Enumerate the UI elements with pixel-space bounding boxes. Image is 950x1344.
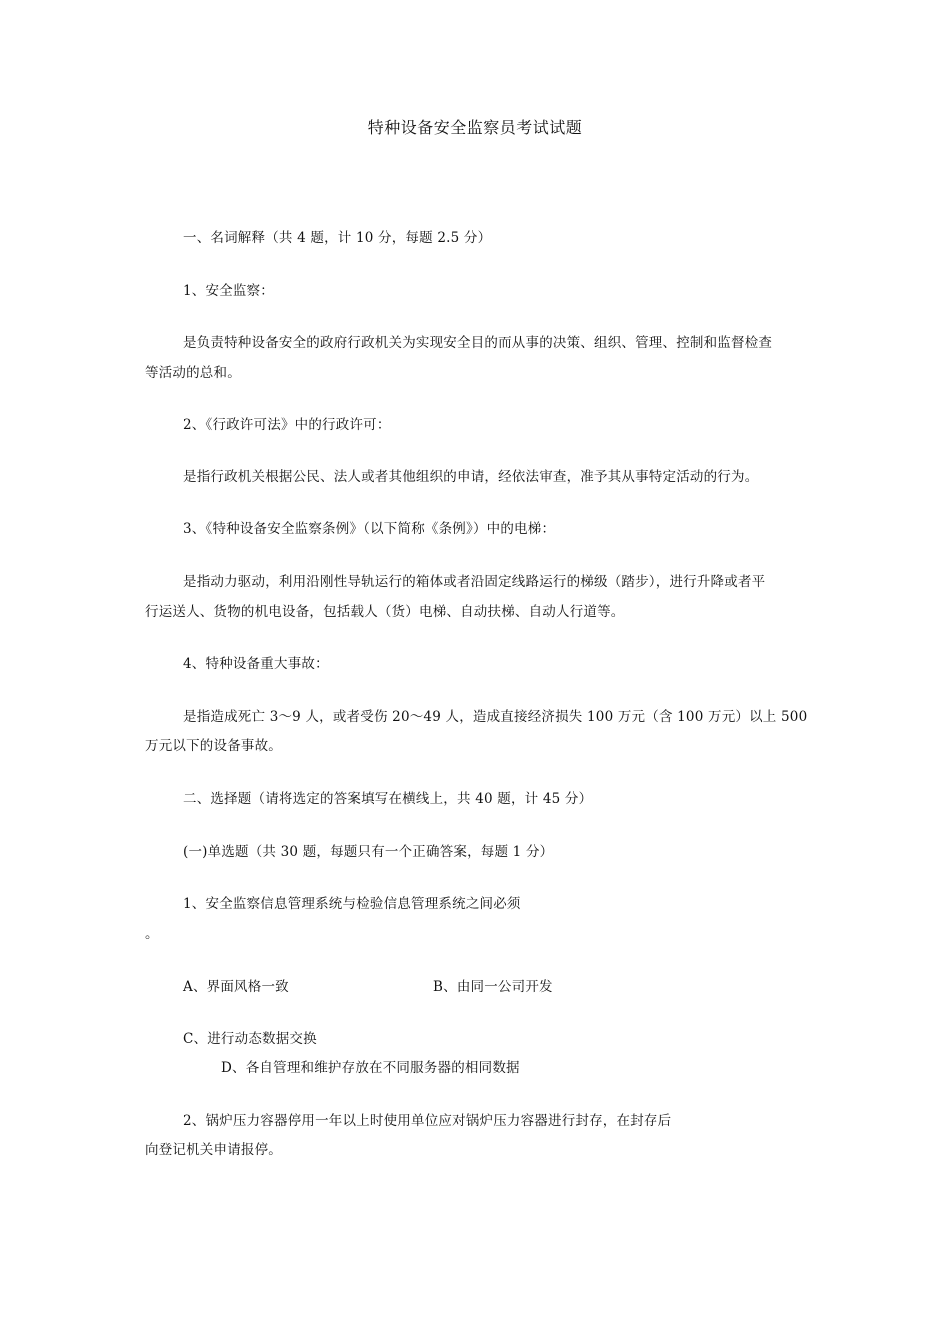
option-a: A、界面风格一致 — [183, 979, 289, 995]
answer-text-3-line1: 是指动力驱动，利用沿刚性导轨运行的箱体或者沿固定线路运行的梯级（踏步），进行升降或者平 — [183, 574, 766, 590]
choice-question-2-line2: 向登记机关申请报停。 — [145, 1142, 282, 1158]
question-label-3: 3、《特种设备安全监察条例》（以下简称《条例》）中的电梯： — [183, 521, 556, 537]
page-title: 特种设备安全监察员考试试题 — [367, 118, 583, 137]
choice-question-1-line2: 。 — [145, 926, 159, 942]
answer-text-2-line1: 是指行政机关根据公民、法人或者其他组织的申请，经依法审查，准予其从事特定活动的行为。 — [183, 469, 759, 485]
choice-question-1-line1: 1、安全监察信息管理系统与检验信息管理系统之间必须 — [183, 896, 521, 912]
question-label-4: 4、特种设备重大事故： — [183, 656, 329, 672]
answer-text-1-line2: 等活动的总和。 — [145, 365, 241, 381]
section-heading-choice: 二、选择题（请将选定的答案填写在横线上，共 40 题，计 45 分） — [183, 791, 593, 807]
answer-text-1-line1: 是负责特种设备安全的政府行政机关为实现安全目的而从事的决策、组织、管理、控制和监督检查 — [183, 335, 773, 351]
answer-text-4-line1: 是指造成死亡 3～9 人，或者受伤 20～49 人，造成直接经济损失 100 万元（含 100 万元）以上 500 — [183, 709, 808, 725]
option-c: C、进行动态数据交换 — [183, 1031, 317, 1047]
option-b: B、由同一公司开发 — [433, 979, 553, 995]
answer-text-4-line2: 万元以下的设备事故。 — [145, 738, 282, 754]
choice-question-2-line1: 2、锅炉压力容器停用一年以上时使用单位应对锅炉压力容器进行封存，在封存后 — [183, 1113, 672, 1129]
option-d: D、各自管理和维护存放在不同服务器的相同数据 — [221, 1060, 520, 1076]
question-label-2: 2、《行政许可法》中的行政许可： — [183, 417, 391, 433]
question-label-1: 1、安全监察： — [183, 283, 274, 299]
sub-heading-single-choice: (一)单选题（共 30 题，每题只有一个正确答案，每题 1 分） — [183, 844, 554, 860]
section-heading-terms: 一、名词解释（共 4 题，计 10 分，每题 2.5 分） — [183, 230, 492, 246]
answer-text-3-line2: 行运送人、货物的机电设备，包括载人（货）电梯、自动扶梯、自动人行道等。 — [145, 604, 625, 620]
